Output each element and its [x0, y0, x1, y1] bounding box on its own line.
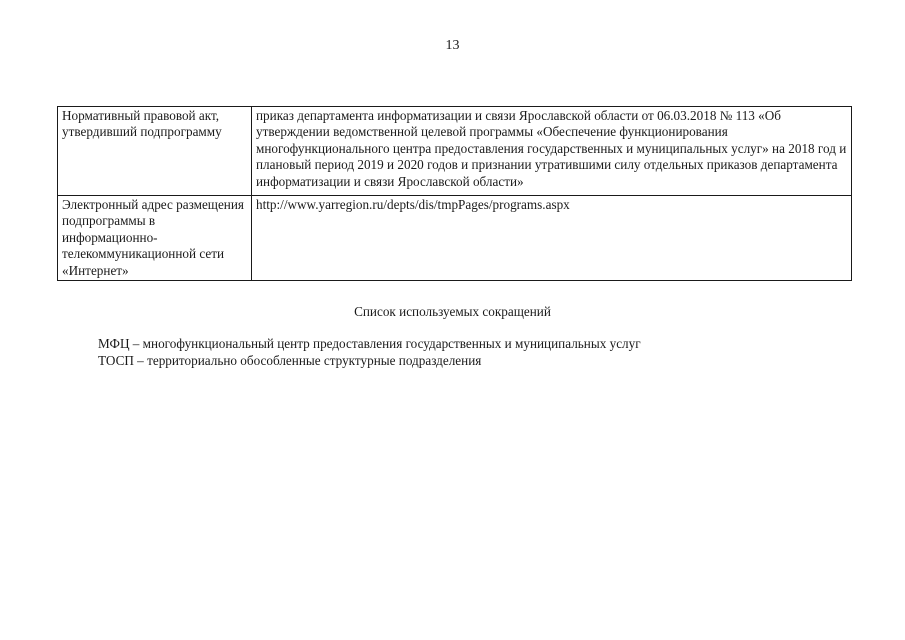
subprogram-info-table	[57, 106, 852, 281]
abbreviation-item: ТОСП – территориально обособленные структурные подразделения	[98, 352, 482, 368]
abbreviations-title: Список используемых сокращений	[354, 304, 551, 319]
table-cell-label: Нормативный правовой акт, утвердивший подпрограмму	[58, 107, 252, 196]
abbreviations-list	[98, 336, 858, 369]
table-row	[58, 107, 852, 196]
page-number: 13	[445, 38, 460, 53]
table-cell-value: приказ департамента информатизации и связи Ярославской области от 06.03.2018 № 113 «Об утверждении ведомственной целевой программы «Обеспечение функционирования многофункционального центра предоставления государственных и муниципальных услуг» на 2018 год и плановый период 2019 и 2020 годов и признании утратившими силу отдельных приказов департамента информатизации и связи Ярославской области»	[252, 107, 852, 196]
abbreviation-item: МФЦ – многофункциональный центр предоставления государственных и муниципальных услуг	[98, 336, 641, 351]
table-row	[58, 196, 852, 281]
table-cell-url: http://www.yarregion.ru/depts/dis/tmpPages/programs.aspx	[252, 196, 852, 281]
table-cell-label: Электронный адрес размещения подпрограммы в информационно-телекоммуникационной сети «Интернет»	[58, 196, 252, 281]
